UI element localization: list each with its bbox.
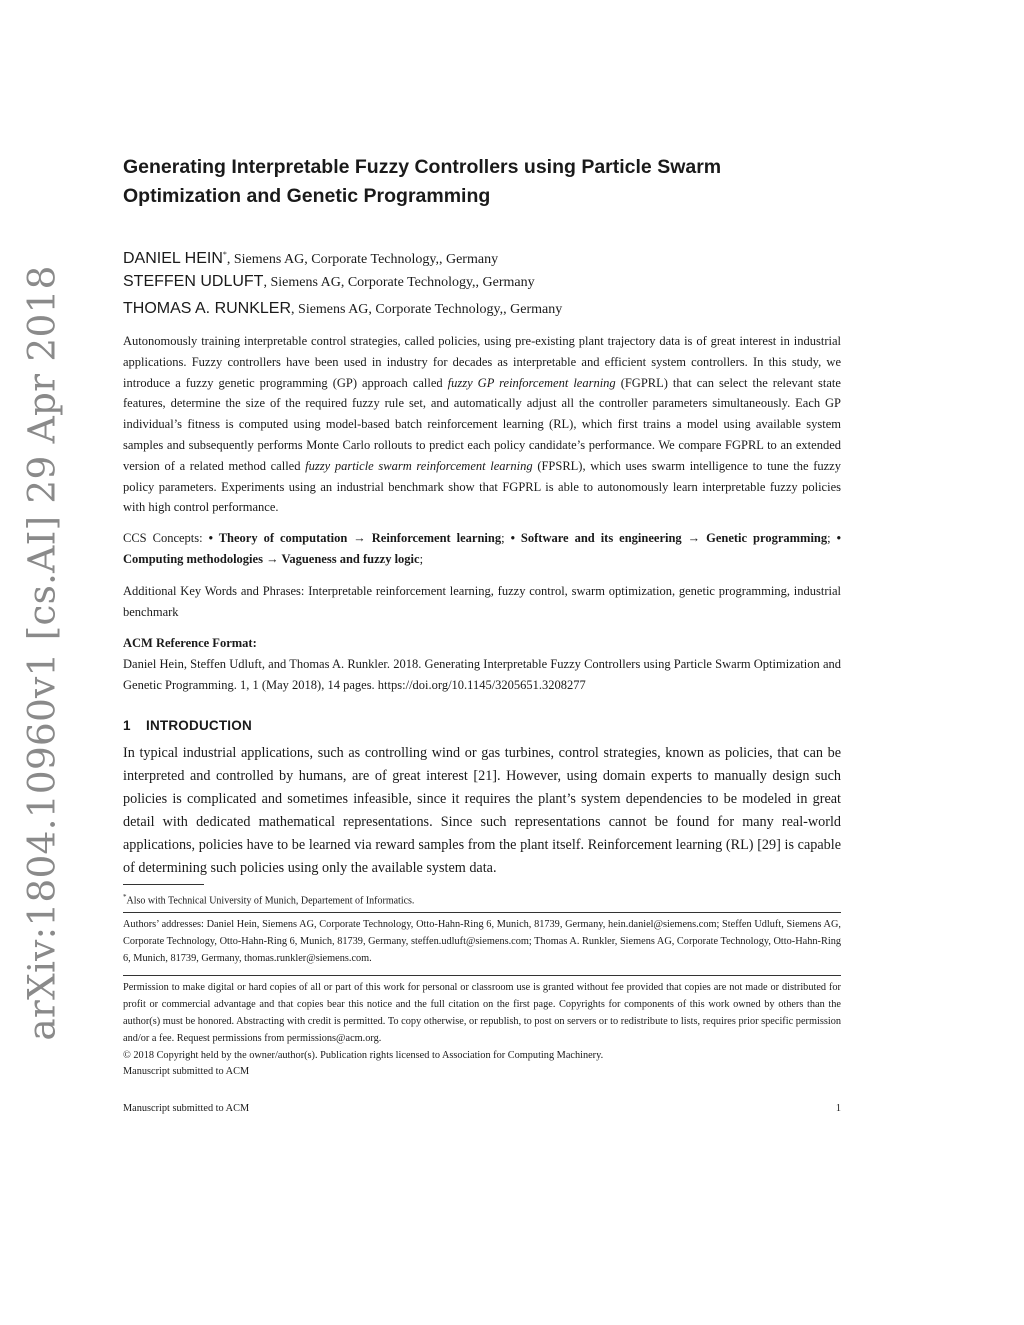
ccs-separator: ; <box>827 531 837 545</box>
abstract-emphasis: fuzzy GP reinforcement learning <box>447 375 616 390</box>
ccs-label: CCS Concepts: <box>123 531 209 545</box>
permission-notice: Permission to make digital or hard copies of all or part of this work for personal or classroom use is granted without fee provided that copies are not made or distributed for profit or commercial advantage and that copies bear this notice and the full citation on the first page. Copyrights for components of this work owned by others than the author(s) must be honored. Abstracting with credit is permitted. To copy otherwise, or republish, to post on servers or to redistribute to lists, requires prior specific permission and/or a fee. Request permissions from permissions@acm.org. <box>123 982 841 1044</box>
author-2 <box>123 268 841 295</box>
permission-rule <box>123 975 841 976</box>
footnote-mark: * <box>123 893 127 901</box>
author-affiliation: , Siemens AG, Corporate Technology,, Germany <box>226 252 499 267</box>
footer-journal: Manuscript submitted to ACM <box>123 1103 250 1114</box>
paper-title: Generating Interpretable Fuzzy Controllers using Particle Swarm Optimization and Genetic Programming <box>123 156 722 207</box>
ccs-separator: ; <box>419 552 424 566</box>
keywords: Additional Key Words and Phrases: Interpretable reinforcement learning, fuzzy control, swarm optimization, genetic programming, industrial benchmark <box>123 584 841 619</box>
copyright-notice: © 2018 Copyright held by the owner/author(s). Publication rights licensed to Association for Computing Machinery. <box>123 1050 604 1061</box>
ccs-separator: ; <box>501 531 511 545</box>
author-name: THOMAS A. RUNKLER <box>123 300 292 317</box>
acm-reference-text: Daniel Hein, Steffen Udluft, and Thomas A. Runkler. 2018. Generating Interpretable Fuzzy Controllers using Particle Swarm Optimization and Genetic Programming. 1, 1 (May 2018), 14 pages. https://doi.org/10.1145/3205651.3208277 <box>123 657 841 692</box>
page-footer <box>123 1102 841 1116</box>
arxiv-stamp <box>20 264 65 1041</box>
ccs-concept: • Computing methodologies → Vagueness and fuzzy logic <box>123 531 841 566</box>
ccs-concept: • Software and its engineering → Genetic programming <box>510 531 828 545</box>
author-3 <box>123 295 841 322</box>
addresses-rule <box>123 912 841 913</box>
abstract-text: Autonomously training interpretable control strategies, called policies, using pre-existing plant trajectory data is of great interest in industrial applications. Fuzzy controllers have been used in industry for decades as interpretable and efficient system controllers. In this study, we introduce a fuzzy genetic programming (GP) approach called <box>123 334 841 390</box>
submission-note: Manuscript submitted to ACM <box>123 1066 250 1077</box>
footnote-text: Also with Technical University of Munich, Departement of Informatics. <box>126 895 415 907</box>
author-affiliation: , Siemens AG, Corporate Technology,, Germany <box>291 302 563 317</box>
abstract <box>123 331 841 518</box>
arxiv-stamp-text: arXiv:1804.10960v1 [cs.AI] 29 Apr 2018 <box>20 264 65 1041</box>
section-number: 1 <box>123 718 131 733</box>
author-1 <box>123 241 841 268</box>
ccs-concepts <box>123 528 841 570</box>
author-name: STEFFEN UDLUFT <box>123 273 264 290</box>
abstract-emphasis: fuzzy particle swarm reinforcement learning <box>305 458 533 473</box>
introduction-paragraph: In typical industrial applications, such as controlling wind or gas turbines, control strategies, known as policies, that can be interpreted and controlled by humans, are of great interest [21]. However, using domain experts to manually design such policies is complicated and sometimes infeasible, since it requires the plant’s system dependencies to be modeled in great detail with dedicated mathematical representations. Since such representations cannot be found for many real-world applications, policies have to be learned via reward samples from the plant itself. Reinforcement learning (RL) [29] is capable of determining such policies using only the available system data. <box>123 745 841 876</box>
abstract-text: (FPSRL), which uses swarm intelligence to tune the fuzzy policy parameters. Experiments using an industrial benchmark show that FGPRL is able to autonomously learn interpretable fuzzy policies with high control performance. <box>123 458 841 515</box>
page-number: 1 <box>835 1103 841 1114</box>
footnote <box>123 890 841 908</box>
author-affiliation: , Siemens AG, Corporate Technology,, Germany <box>263 275 535 290</box>
section-title: INTRODUCTION <box>146 718 252 733</box>
ccs-concept: • Theory of computation → Reinforcement learning <box>208 531 502 545</box>
author-list <box>123 241 841 322</box>
section-heading <box>123 717 841 735</box>
author-name: DANIEL HEIN <box>123 250 223 267</box>
author-addresses: Authors’ addresses: Daniel Hein, Siemens AG, Corporate Technology, Otto-Hahn-Ring 6, Munich, 81739, Germany, hein.daniel@siemens.com; Steffen Udluft, Siemens AG, Corporate Technology, Otto-Hahn-Ring 6, Munich, 81739, Germany, steffen.udluft@siemens.com; Thomas A. Runkler, Siemens AG, Corporate Technology, Otto-Hahn-Ring 6, Munich, 81739, Germany, thomas.runkler@siemens.com. <box>123 919 841 964</box>
author-footnote-mark: * <box>222 250 227 259</box>
abstract-text: (FGPRL) that can select the relevant state features, determine the size of the required fuzzy rule set, and automatically adjust all the controller parameters simultaneously. Each GP individual’s fitness is computed using model-based batch reinforcement learning (RL), which first trains a model using available system samples and subsequently performs Monte Carlo rollouts to predict each policy candidate’s performance. We compare FGPRL to an extended version of a related method called <box>123 375 841 473</box>
footnote-rule <box>123 884 204 885</box>
acm-reference-label: ACM Reference Format: <box>123 636 257 650</box>
